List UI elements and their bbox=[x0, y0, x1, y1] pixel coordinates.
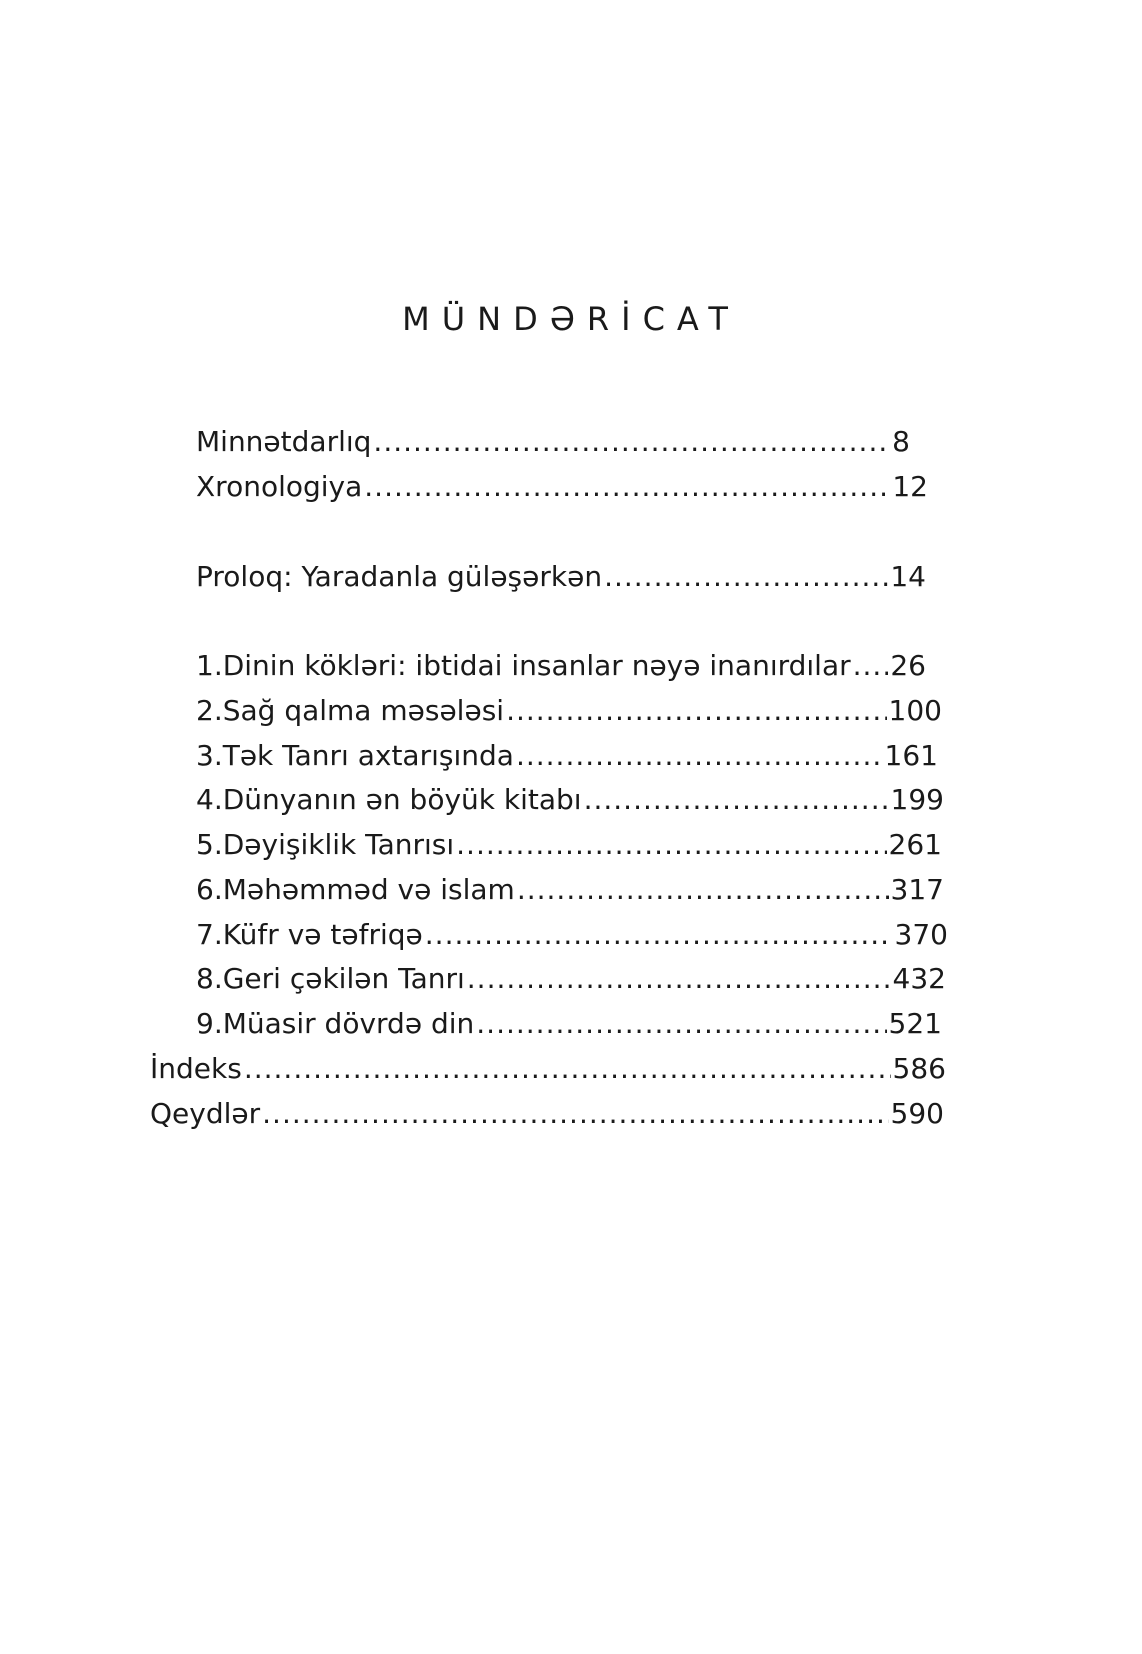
toc-entry-page: 100 bbox=[888, 694, 942, 727]
chapter-number: 5. bbox=[196, 828, 223, 861]
toc-entry-page: 26 bbox=[890, 649, 926, 682]
chapter-number: 3. bbox=[196, 739, 223, 772]
toc-entry-page: 586 bbox=[892, 1052, 946, 1085]
toc-entry-page: 432 bbox=[892, 962, 946, 995]
toc-entry-page: 14 bbox=[890, 560, 926, 593]
toc-entry-label: Dinin kökləri: ibtidai insanlar nəyə inanırdılar bbox=[222, 649, 851, 682]
toc-entry-page: 12 bbox=[892, 470, 928, 503]
dot-leader bbox=[584, 782, 889, 818]
dot-leader bbox=[467, 961, 891, 997]
toc-entry-chronology[interactable] bbox=[196, 469, 928, 505]
chapter-number: 4. bbox=[196, 783, 223, 816]
toc-entry-page: 317 bbox=[890, 873, 944, 906]
toc-entry-label: Müasir dövrdə din bbox=[222, 1007, 475, 1040]
dot-leader bbox=[604, 559, 888, 595]
toc-entry-label: Proloq: Yaradanla güləşərkən bbox=[196, 560, 603, 593]
chapter-number: 9. bbox=[196, 1007, 223, 1040]
chapter-number: 1. bbox=[196, 649, 223, 682]
chapter-number: 8. bbox=[196, 962, 223, 995]
toc-entry-chapter-2[interactable] bbox=[196, 693, 942, 729]
dot-leader bbox=[506, 693, 886, 729]
toc-entry-label: Xronologiya bbox=[196, 470, 363, 503]
toc-entry-notes[interactable] bbox=[150, 1096, 944, 1132]
toc-entry-page: 521 bbox=[888, 1007, 942, 1040]
toc-entry-label: İndeks bbox=[150, 1052, 242, 1085]
toc-entry-chapter-8[interactable] bbox=[196, 961, 946, 997]
toc-entry-chapter-1[interactable] bbox=[196, 648, 926, 684]
toc-entry-index[interactable] bbox=[150, 1051, 946, 1087]
chapter-number: 6. bbox=[196, 873, 223, 906]
dot-leader bbox=[364, 469, 890, 505]
toc-entry-label: Küfr və təfriqə bbox=[222, 918, 423, 951]
chapter-number: 2. bbox=[196, 694, 223, 727]
toc-entry-acknowledgements[interactable] bbox=[196, 424, 910, 460]
toc-entry-label: Dəyişiklik Tanrısı bbox=[222, 828, 455, 861]
toc-entry-label: Tək Tanrı axtarışında bbox=[222, 739, 514, 772]
dot-leader bbox=[516, 738, 883, 774]
toc-entry-label: Məhəmməd və islam bbox=[222, 873, 515, 906]
toc-entry-label: Dünyanın ən böyük kitabı bbox=[222, 783, 582, 816]
dot-leader bbox=[244, 1051, 891, 1087]
toc-entry-prologue[interactable] bbox=[196, 559, 926, 595]
dot-leader bbox=[456, 827, 886, 863]
toc-entry-chapter-9[interactable] bbox=[196, 1006, 942, 1042]
dot-leader bbox=[853, 648, 889, 684]
toc-entry-chapter-6[interactable] bbox=[196, 872, 944, 908]
dot-leader bbox=[517, 872, 889, 908]
chapter-number: 7. bbox=[196, 918, 223, 951]
toc-entry-chapter-7[interactable] bbox=[196, 917, 948, 953]
dot-leader bbox=[262, 1096, 888, 1132]
dot-leader bbox=[476, 1006, 886, 1042]
toc-entry-label: Geri çəkilən Tanrı bbox=[222, 962, 465, 995]
toc-entry-page: 590 bbox=[890, 1097, 944, 1130]
page-title: MÜNDƏRİCAT bbox=[402, 300, 740, 338]
dot-leader bbox=[425, 917, 893, 953]
toc-entry-label: Minnətdarlıq bbox=[196, 425, 372, 458]
toc-entry-chapter-3[interactable] bbox=[196, 738, 938, 774]
toc-entry-chapter-4[interactable] bbox=[196, 782, 944, 818]
toc-entry-label: Qeydlər bbox=[150, 1097, 261, 1130]
dot-leader bbox=[373, 424, 890, 460]
toc-entry-chapter-5[interactable] bbox=[196, 827, 942, 863]
toc-entry-page: 261 bbox=[888, 828, 942, 861]
toc-entry-page: 161 bbox=[884, 739, 938, 772]
toc-entry-label: Sağ qalma məsələsi bbox=[222, 694, 505, 727]
toc-entry-page: 370 bbox=[894, 918, 948, 951]
toc-entry-page: 199 bbox=[890, 783, 944, 816]
toc-entry-page: 8 bbox=[892, 425, 910, 458]
